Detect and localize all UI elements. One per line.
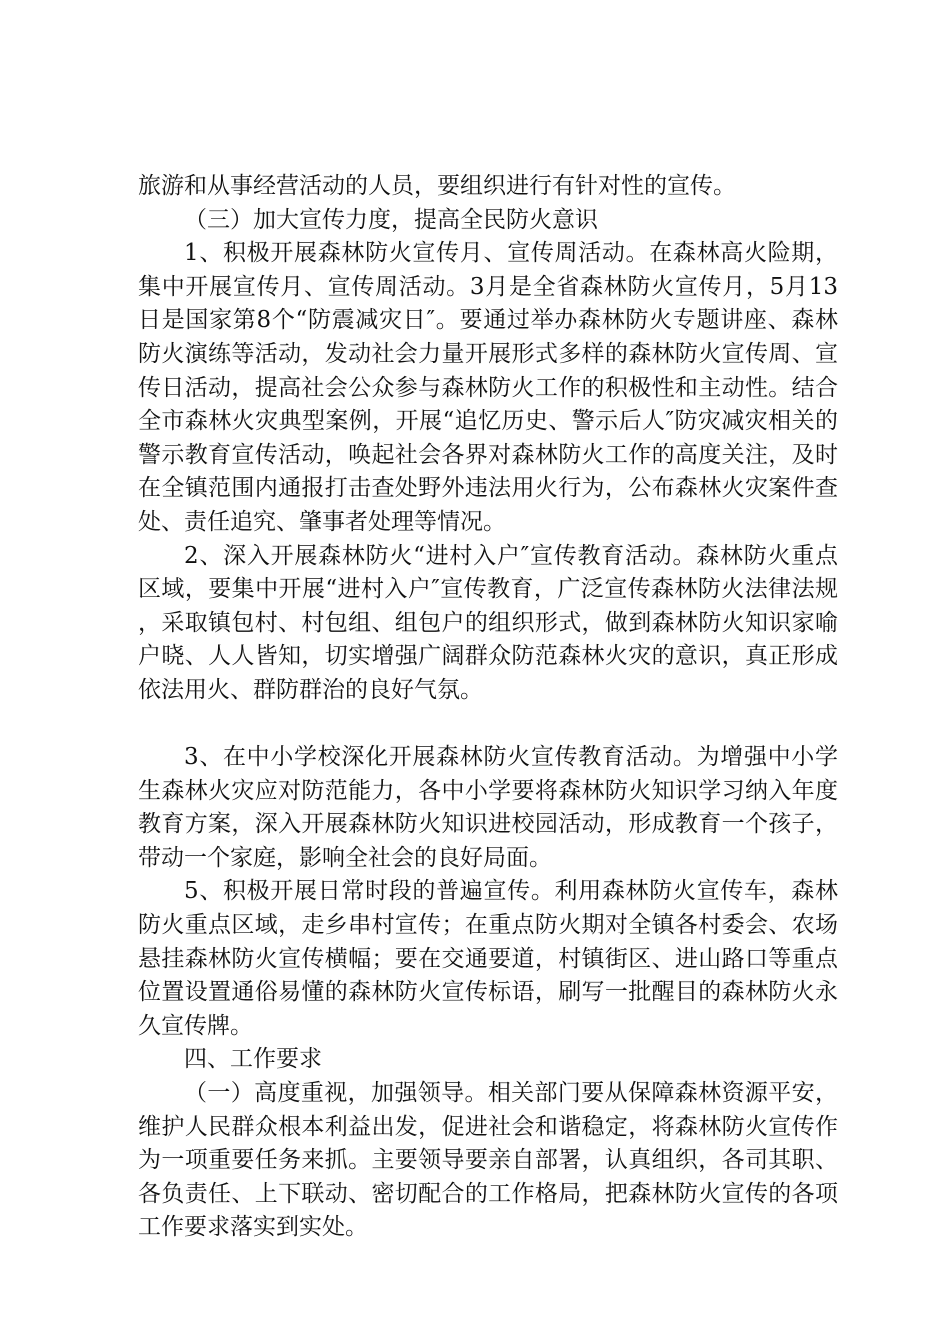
paragraph-tourism-publicity: 旅游和从事经营活动的人员，要组织进行有针对性的宣传。 <box>138 173 736 199</box>
heading-section-three: （三）加大宣传力度，提高全民防火意识 <box>184 206 598 233</box>
paragraph-item-3: 3、在中小学校深化开展森林防火宣传教育活动。为增强中小学生森林火灾应对防范能力，各中小学要将森林防火知识学习纳入年度教育方案，深入开展森林防火知识进校园活动，形成教育一个孩子，带动一个家庭，影响全社会的良好局面。 <box>138 744 838 871</box>
paragraph-item-1: 1、积极开展森林防火宣传月、宣传周活动。在森林高火险期，集中开展宣传月、宣传周活动。3月是全省森林防火宣传月，5月13日是国家第8个“防震减灾日″。要通过举办森林防火专题讲座、森林防火演练等活动，发动社会力量开展形式多样的森林防火宣传周、宣传日活动，提高社会公众参与森林防火工作的积极性和主动性。结合全市森林火灾典型案例，开展“追忆历史、警示后人″防灾减灾相关的警示教育宣传活动，唤起社会各界对森林防火工作的高度关注，及时在全镇范围内通报打击查处野外违法用火行为，公布森林火灾案件查处、责任追究、肇事者处理等情况。 <box>138 240 838 535</box>
heading-work-requirements: 四、工作要求 <box>184 1046 322 1073</box>
paragraph-requirement-1: （一）高度重视，加强领导。相关部门要从保障森林资源平安，维护人民群众根本利益出发，促进社会和谐稳定，将森林防火宣传作为一项重要任务来抓。主要领导要亲自部署，认真组织，各司其职、各负责任、上下联动、密切配合的工作格局，把森林防火宣传的各项工作要求落实到实处。 <box>138 1080 838 1241</box>
paragraph-item-2: 2、深入开展森林防火“进村入户″宣传教育活动。森林防火重点区域，要集中开展“进村入户″宣传教育，广泛宣传森林防火法律法规，采取镇包村、村包组、组包户的组织形式，做到森林防火知识家喻户晓、人人皆知，切实增强广阔群众防范森林火灾的意识，真正形成依法用火、群防群治的良好气氛。 <box>138 542 838 703</box>
paragraph-item-5: 5、积极开展日常时段的普遍宣传。利用森林防火宣传车，森林防火重点区域，走乡串村宣传；在重点防火期对全镇各村委会、农场悬挂森林防火宣传横幅；要在交通要道，村镇街区、进山路口等重点位置设置通俗易懂的森林防火宣传标语，刷写一批醒目的森林防火永久宣传牌。 <box>138 878 838 1039</box>
document-body <box>138 170 838 1245</box>
